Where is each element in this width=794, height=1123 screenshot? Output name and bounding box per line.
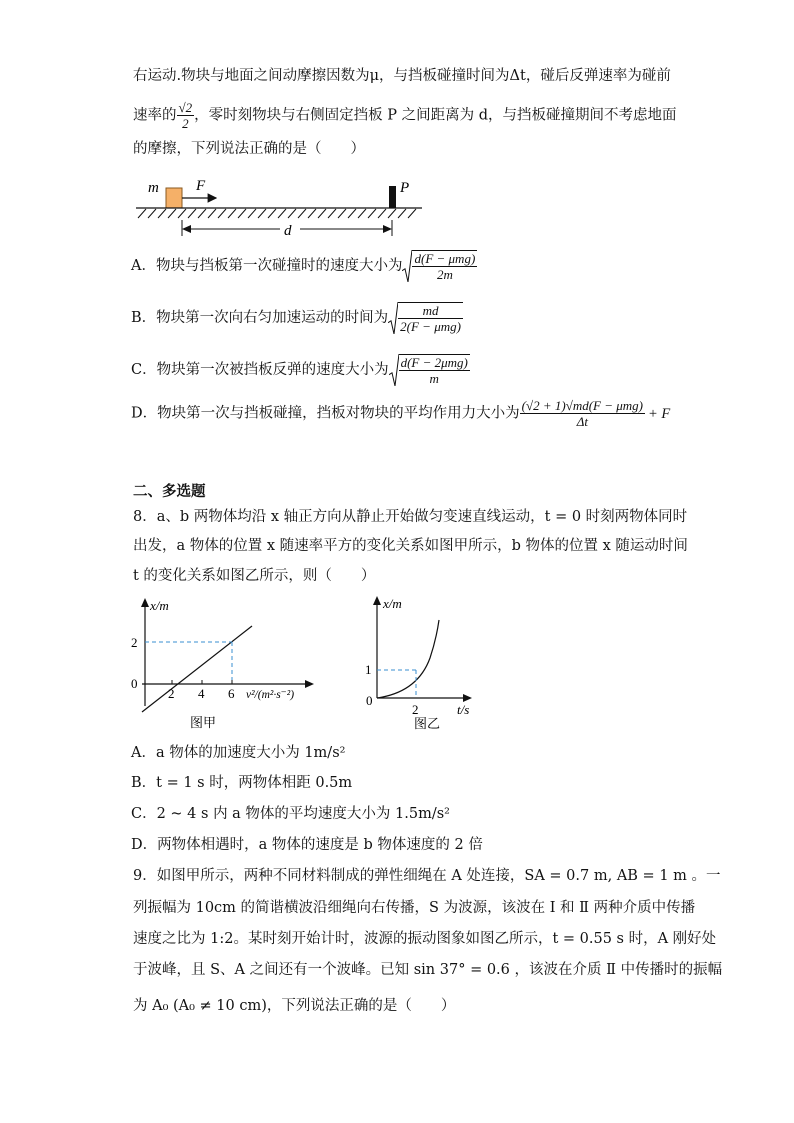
graph-a-xlabel: v²/(m²·s⁻²) bbox=[246, 689, 295, 701]
q8-option-A: A．a 物体的加速度大小为 1m/s² bbox=[131, 745, 346, 761]
graph-b-caption: 图乙 bbox=[414, 716, 441, 731]
q7-option-A: A．物块与挡板第一次碰撞时的速度大小为 $\frac{\text{d(F − μmg)}}{2m}$ bbox=[131, 251, 476, 282]
svg-text:4: 4 bbox=[198, 686, 205, 701]
q7-line-2 bbox=[133, 100, 677, 131]
graph-a-ylabel: x/m bbox=[150, 598, 169, 613]
force-label: F bbox=[196, 178, 206, 194]
q8-graph-a bbox=[128, 594, 324, 734]
q8-line-1: 8．a、b 两物体均沿 x 轴正方向从静止开始做匀变速直线运动，t = 0 时刻两物体同时 bbox=[133, 509, 688, 525]
baffle-P bbox=[389, 186, 396, 208]
q8-option-C: C．2 ~ 4 s 内 a 物体的平均速度大小为 1.5m/s² bbox=[131, 806, 450, 822]
q7-line-3: 的摩擦，下列说法正确的是（ ） bbox=[133, 141, 365, 157]
svg-text:2: 2 bbox=[168, 686, 175, 701]
graph-b-xlabel: t/s bbox=[457, 702, 470, 717]
q9-line-4: 于波峰，且 S、A 之间还有一个波峰。已知 sin 37° = 0.6 ，该波在介质 Ⅱ 中传播时的振幅 bbox=[133, 962, 723, 978]
q8-line-2: 出发，a 物体的位置 x 随速率平方的变化关系如图甲所示，b 物体的位置 x 随运动时间 bbox=[133, 538, 688, 554]
mass-label: m bbox=[148, 180, 159, 196]
q9-line-3: 速度之比为 1:2。某时刻开始计时，波源的振动图象如图乙所示，t = 0.55 s 时，A 刚好处 bbox=[133, 931, 717, 947]
svg-text:0: 0 bbox=[131, 676, 138, 691]
q8-option-B: B．t = 1 s 时，两物体相距 0.5m bbox=[131, 775, 353, 791]
q9-line-2: 列振幅为 10cm 的简谐横波沿细绳向右传播，S 为波源，该波在 Ⅰ 和 Ⅱ 两种介质中传播 bbox=[133, 900, 696, 916]
q7-option-C: C．物块第一次被挡板反弹的速度大小为 $\frac{\text{d(F − 2μmg)}}{m}$ bbox=[131, 355, 468, 386]
q8-graph-b bbox=[360, 590, 490, 734]
q8-line-3: t 的变化关系如图乙所示，则（ ） bbox=[133, 568, 376, 584]
svg-text:2: 2 bbox=[412, 702, 419, 717]
q9-line-1: 9．如图甲所示，两种不同材料制成的弹性细绳在 A 处连接，SA = 0.7 m, AB = 1 m 。一 bbox=[133, 868, 721, 884]
q7-block-wall-figure bbox=[130, 172, 430, 240]
svg-text:1: 1 bbox=[365, 662, 372, 677]
graph-b-ylabel: x/m bbox=[383, 596, 402, 611]
sqrt2-over-2-fraction: $\frac{√2}{2}$ bbox=[178, 100, 193, 131]
distance-label: d bbox=[284, 223, 292, 239]
q7-option-B: B．物块第一次向右匀加速运动的时间为 $\frac{md}{\text{2(F − μmg)}}$ bbox=[131, 303, 461, 334]
baffle-label: P bbox=[400, 180, 410, 196]
block bbox=[166, 188, 182, 208]
q8-option-D: D．两物体相遇时，a 物体的速度是 b 物体速度的 2 倍 bbox=[131, 837, 483, 853]
q9-line-5: 为 A₀ (A₀ ≠ 10 cm)，下列说法正确的是（ ） bbox=[133, 998, 456, 1014]
q7-line-1: 右运动.物块与地面之间动摩擦因数为μ，与挡板碰撞时间为Δt，碰后反弹速率为碰前 bbox=[133, 68, 671, 84]
q7-option-D: D．物块第一次与挡板碰撞，挡板对物块的平均作用力大小为 $\frac{\text{(√2 + 1)√md(F − μmg)}}{\Delta t}$ + F bbox=[131, 398, 671, 429]
q7-line-2-start: 速率的 bbox=[133, 107, 177, 124]
svg-text:2: 2 bbox=[131, 635, 138, 650]
svg-text:0: 0 bbox=[366, 693, 373, 708]
svg-text:6: 6 bbox=[228, 686, 235, 701]
graph-a-caption: 图甲 bbox=[190, 715, 217, 730]
q7-line-2-end: ，零时刻物块与右侧固定挡板 P 之间距离为 d，与挡板碰撞期间不考虑地面 bbox=[194, 107, 677, 124]
section-heading: 二、多选题 bbox=[133, 484, 206, 500]
